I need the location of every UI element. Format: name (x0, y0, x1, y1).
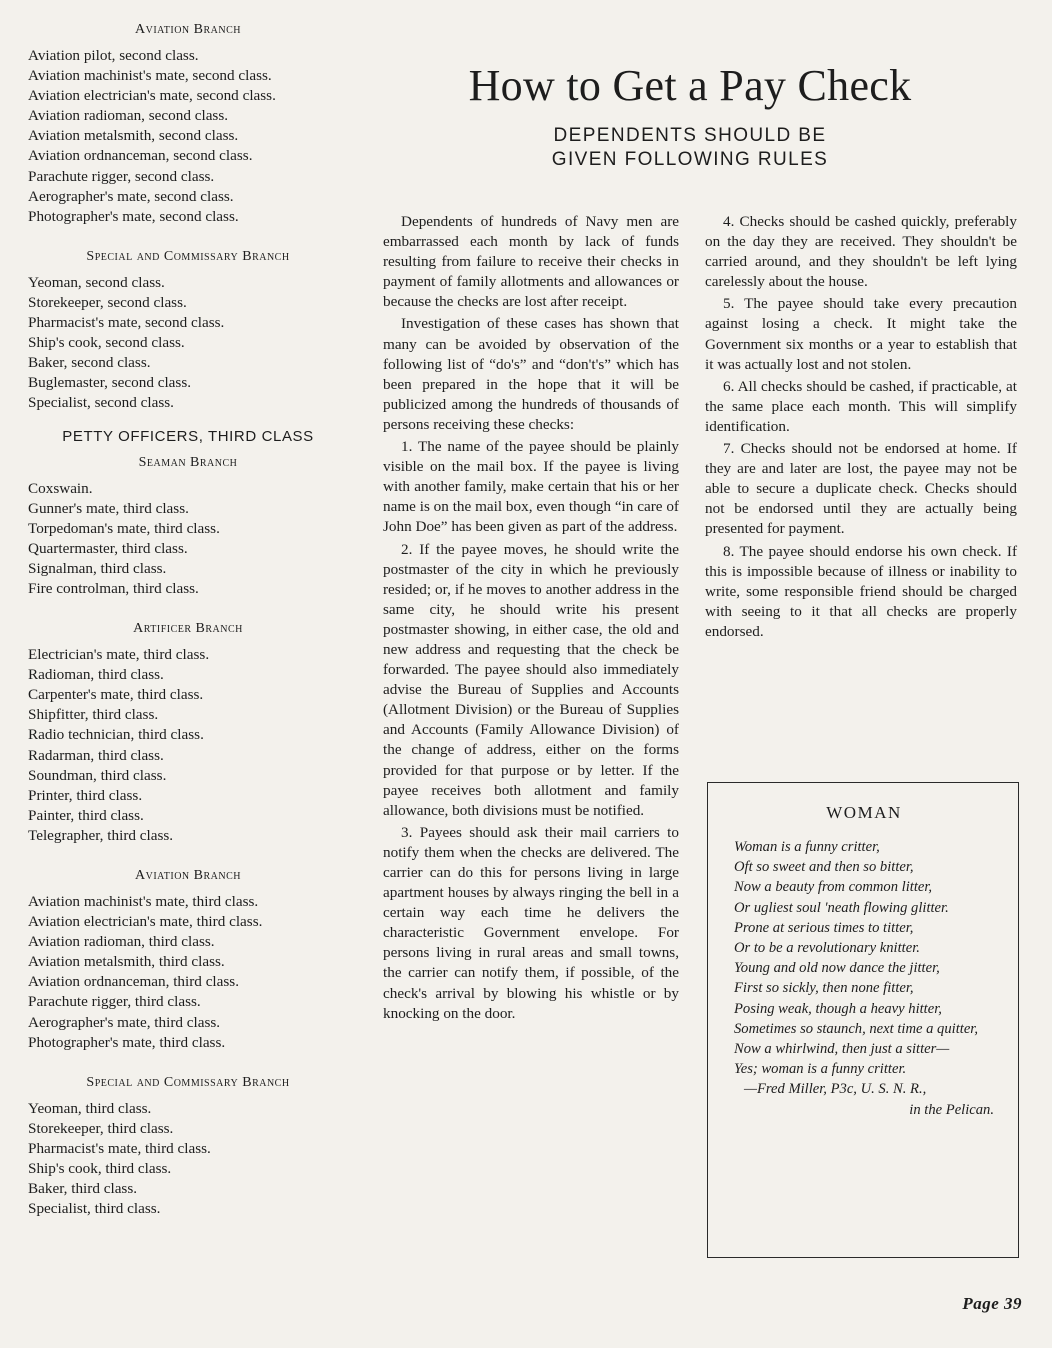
list-item: Coxswain. (28, 479, 93, 497)
list-item: Now a whirlwind, then just a sitter— (734, 1041, 950, 1058)
list-item: Baker, third class. (28, 1180, 138, 1198)
branch-heading: Aviation Branch (135, 22, 241, 37)
poem-title: WOMAN (826, 803, 902, 822)
list-item: Torpedoman's mate, third class. (28, 519, 220, 537)
poem-lines (734, 837, 994, 1079)
list-item: Gunner's mate, third class. (28, 499, 189, 517)
branch-heading: Aviation Branch (135, 868, 241, 883)
article-paragraph: 8. The payee should endorse his own check. If this is impossible because of illness or inability to write, some responsible friend should be charged with seeing to it that all checks are properly endorsed. (705, 542, 1017, 640)
list-item: Or ugliest soul 'neath flowing glitter. (734, 899, 949, 916)
list-item: Storekeeper, second class. (28, 293, 187, 311)
rating-list (28, 273, 348, 414)
branch-heading: Seaman Branch (138, 454, 238, 470)
article-paragraph: 5. The payee should take every precaution against losing a check. It might take the Government six months or a year to establish that it was actually lost and not stolen. (705, 295, 1017, 373)
list-item: Soundman, third class. (28, 766, 167, 784)
section-aviation-second (28, 22, 348, 227)
article-column-1 (383, 212, 679, 1026)
list-item: Aviation metalsmith, third class. (28, 953, 225, 971)
rating-list (28, 46, 348, 227)
article-paragraph: 7. Checks should not be endorsed at home. If they are and later are lost, the payee may not be able to secure a duplicate check. Checks should not be endorsed until they are actually being presented for payment. (705, 440, 1017, 538)
section-special-third (28, 1075, 348, 1220)
list-item: Aviation radioman, third class. (28, 933, 215, 951)
list-item: Fire controlman, third class. (28, 579, 199, 597)
article-paragraph: 2. If the payee moves, he should write the postmaster of the city in which he previously resided; or, if he moves to another address in the same city, he should write his present postmaster showing, in either case, the old and new address and requesting that the check be forwarded. The payee should also immediately advise the Bureau of Supplies and Accounts (Allotment Division) or the Bureau of Supplies and Accounts (Family Allowance Division) of the change of address, either on the forms provided for that purpose or by letter. If the payee receives both allotment and family allowance, both divisions must be notified. (383, 540, 679, 819)
list-item: Parachute rigger, second class. (28, 167, 215, 185)
list-item: Radioman, third class. (28, 666, 164, 684)
article-paragraph: 6. All checks should be cashed, if practicable, at the same place each month. This will simplify identification. (705, 377, 1017, 435)
article-subtitle (360, 124, 1020, 172)
list-item: Aerographer's mate, third class. (28, 1013, 221, 1031)
list-item: Aviation machinist's mate, third class. (28, 893, 259, 910)
list-item: Woman is a funny critter, (734, 839, 880, 855)
subtitle-line: DEPENDENTS SHOULD BE (553, 125, 827, 146)
list-item: Signalman, third class. (28, 559, 167, 577)
rating-list (28, 479, 348, 600)
list-item: Shipfitter, third class. (28, 706, 159, 724)
list-item: Aviation radioman, second class. (28, 107, 229, 125)
list-item: Carpenter's mate, third class. (28, 686, 204, 704)
list-item: Sometimes so staunch, next time a quitter, (734, 1020, 979, 1037)
list-item: Telegrapher, third class. (28, 826, 174, 844)
list-item: Aviation ordnanceman, third class. (28, 973, 240, 991)
list-item: Now a beauty from common litter, (734, 879, 933, 896)
section-aviation-third (28, 868, 348, 1053)
list-item: Specialist, second class. (28, 394, 174, 412)
branch-heading: Artificer Branch (133, 621, 243, 637)
list-item: Aviation electrician's mate, third class. (28, 913, 263, 931)
list-item: First so sickly, then none fitter, (734, 980, 914, 997)
list-item: Posing weak, though a heavy hitter, (734, 1000, 942, 1017)
list-item: Young and old now dance the jitter, (734, 960, 940, 977)
list-item: Or to be a revolutionary knitter. (734, 940, 920, 957)
poem-source: in the Pelican. (909, 1101, 994, 1118)
list-item: Oft so sweet and then so bitter, (734, 859, 914, 876)
list-item: Painter, third class. (28, 806, 144, 824)
rank-heading: PETTY OFFICERS, THIRD CLASS (62, 427, 314, 445)
list-item: Aerographer's mate, second class. (28, 187, 234, 205)
branch-heading: Special and Commissary Branch (86, 1074, 290, 1090)
list-item: Pharmacist's mate, second class. (28, 314, 225, 332)
rating-list (28, 892, 348, 1053)
list-item: Quartermaster, third class. (28, 539, 188, 557)
branch-heading: Special and Commissary Branch (86, 248, 290, 264)
list-item: Yes; woman is a funny critter. (734, 1061, 907, 1078)
subtitle-line: GIVEN FOLLOWING RULES (551, 149, 829, 170)
list-item: Radio technician, third class. (28, 726, 204, 744)
rating-list (28, 1099, 348, 1220)
list-item: Buglemaster, second class. (28, 374, 192, 392)
page-number: Page 39 (962, 1294, 1022, 1313)
list-item: Radarman, third class. (28, 746, 164, 764)
article-title: How to Get a Pay Check (468, 61, 912, 110)
list-item: Parachute rigger, third class. (28, 993, 201, 1011)
list-item: Pharmacist's mate, third class. (28, 1139, 211, 1157)
list-item: Storekeeper, third class. (28, 1119, 174, 1137)
list-item: Baker, second class. (28, 354, 151, 372)
list-item: Aviation electrician's mate, second class. (28, 87, 276, 105)
section-artificer-third (28, 621, 348, 846)
article-paragraph: Investigation of these cases has shown that many can be avoided by observation of the following list of “do's” and “don't's” which has been prepared in the hope that it will be publicized among the hundreds of thousands of persons receiving these checks: (383, 315, 679, 433)
list-item: Aviation ordnanceman, second class. (28, 147, 253, 165)
list-item: Prone at serious times to titter, (734, 919, 914, 936)
article-column-2 (705, 212, 1017, 644)
poem-box (707, 782, 1019, 1258)
list-item: Yeoman, third class. (28, 1099, 152, 1117)
article-paragraph: 3. Payees should ask their mail carriers to notify them when the checks are delivered. The carrier can do this for persons living in large apartment houses by always ringing the bell in a certain way each time he delivers the characteristic Government envelope. For persons living in rural areas and small towns, the carrier can notify them, if possible, of the check's arrival by blowing his whistle or by knocking on the door. (383, 823, 679, 1022)
section-seaman-third (28, 455, 348, 600)
list-item: Aviation pilot, second class. (28, 47, 199, 64)
list-item: Photographer's mate, third class. (28, 1033, 226, 1051)
list-item: Aviation metalsmith, second class. (28, 127, 239, 145)
ratings-column (28, 22, 348, 1241)
rating-list (28, 645, 348, 846)
article-paragraph: 1. The name of the payee should be plainly visible on the mail box. If the payee is living with another family, make certain that his or her name is on the mail box, even though “in care of John Doe” has been given as part of the address. (383, 438, 679, 536)
article-paragraph: 4. Checks should be cashed quickly, preferably on the day they are received. They shouldn't be carried around, and they shouldn't be left lying carelessly about the house. (705, 213, 1017, 291)
list-item: Aviation machinist's mate, second class. (28, 67, 272, 85)
list-item: Electrician's mate, third class. (28, 646, 210, 664)
article-paragraph: Dependents of hundreds of Navy men are embarrassed each month by lack of funds resulting from failure to receive their checks in payment of family allotments and allowances or because the checks are lost after receipt. (383, 213, 679, 311)
poem-credit: —Fred Miller, P3c, U. S. N. R., (744, 1081, 927, 1098)
list-item: Ship's cook, third class. (28, 1160, 172, 1178)
section-special-second (28, 249, 348, 414)
list-item: Printer, third class. (28, 786, 143, 804)
list-item: Yeoman, second class. (28, 273, 165, 291)
list-item: Specialist, third class. (28, 1200, 161, 1218)
list-item: Photographer's mate, second class. (28, 207, 239, 225)
list-item: Ship's cook, second class. (28, 334, 185, 352)
